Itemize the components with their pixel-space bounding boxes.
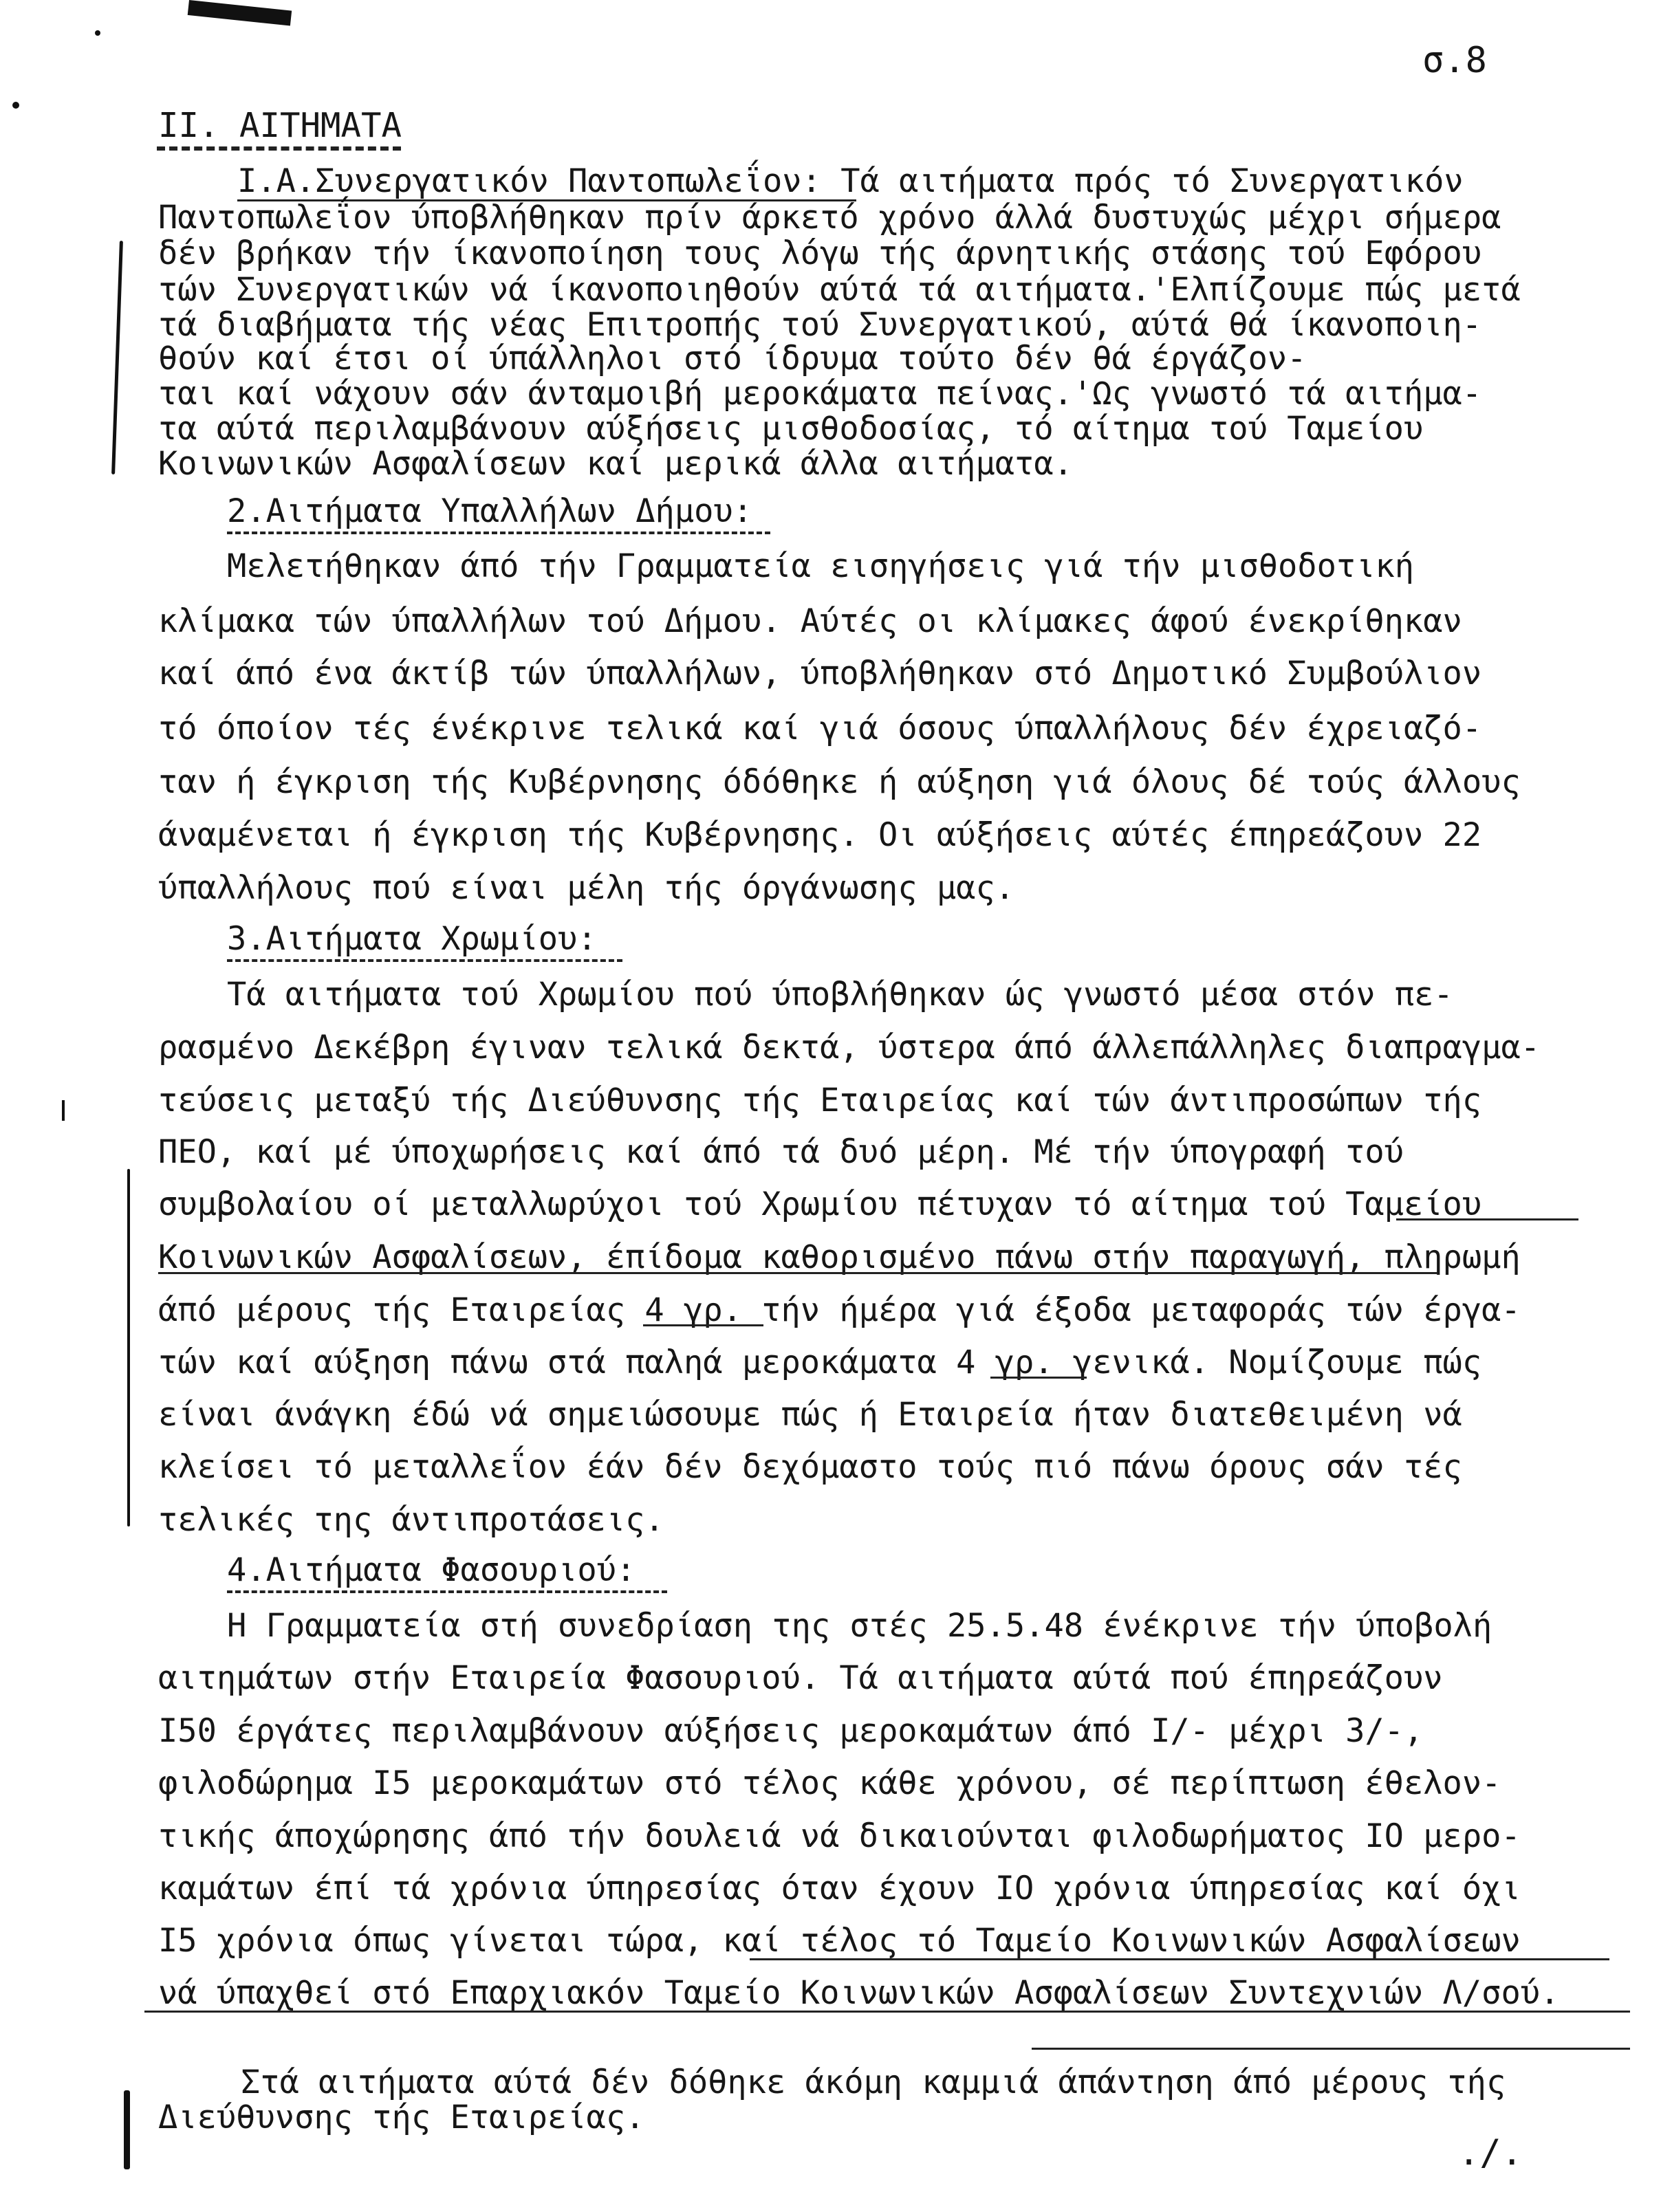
text-line: τό όποίον τές ένέκρινε τελικά καί γιά όσους ύπαλλήλους δέν έχρειαζό- xyxy=(158,710,1482,747)
text-line: Κοινωνικών Ασφαλίσεων καί μερικά άλλα αιτήματα. xyxy=(158,445,1073,483)
text-line: κλείσει τό μεταλλεΐον έάν δέν δεχόμαστο τούς πιό πάνω όρους σάν τές xyxy=(158,1448,1462,1486)
text-line: ρασμένο Δεκέβρη έγιναν τελικά δεκτά, ύστερα άπό άλλεπάλληλες διαπραγμα- xyxy=(158,1029,1541,1066)
margin-bracket-line xyxy=(111,241,123,474)
text-line: νά ύπαχθεί στό Επαρχιακόν Ταμείο Κοινωνικών Ασφαλίσεων Συντεχνιών Λ/σού. xyxy=(158,1974,1560,2012)
scan-dot xyxy=(95,30,100,36)
text-line: Κοινωνικών Ασφαλίσεων, έπίδομα καθορισμένο πάνω στήν παραγωγή, πληρωμή xyxy=(158,1238,1521,1276)
text-line: τών καί αύξηση πάνω στά παληά μεροκάματα 4 γρ. γενικά. Νομίζουμε πώς xyxy=(158,1344,1482,1381)
handwritten-underline xyxy=(643,1324,763,1326)
scan-artifact-top xyxy=(188,0,292,26)
title-underline xyxy=(157,146,401,151)
section-4-heading: 4.Αιτήματα Φασουριού: xyxy=(227,1551,636,1589)
text-line: ΠΕΟ, καί μέ ύποχωρήσεις καί άπό τά δυό μέρη. Μέ τήν ύπογραφή τού xyxy=(158,1133,1404,1171)
section-3-heading-underline xyxy=(227,959,622,962)
handwritten-underline xyxy=(1032,2048,1630,2050)
text-line: I50 έργάτες περιλαμβάνουν αύξήσεις μεροκαμάτων άπό I/- μέχρι 3/-, xyxy=(158,1712,1424,1750)
closing-line: Στά αιτήματα αύτά δέν δόθηκε άκόμη καμμιά άπάντηση άπό μέρους τής xyxy=(241,2063,1506,2101)
text-line: φιλοδώρημα I5 μεροκαμάτων στό τέλος κάθε χρόνου, σέ περίπτωση έθελον- xyxy=(158,1764,1501,1802)
text-line: τα αύτά περιλαμβάνουν αύξήσεις μισθοδοσίας, τό αίτημα τού Ταμείου xyxy=(158,410,1424,448)
text-line: θούν καί έτσι οί ύπάλληλοι στό ίδρυμα τούτο δέν θά έργάζον- xyxy=(158,340,1307,377)
section-2-heading-underline xyxy=(227,532,770,534)
handwritten-underline xyxy=(158,1272,1437,1274)
handwritten-underline xyxy=(750,1958,1609,1960)
text-line: τεύσεις μεταξύ τής Διεύθυνσης τής Εταιρείας καί τών άντιπροσώπων τής xyxy=(158,1082,1482,1119)
scan-dot xyxy=(12,102,19,109)
section-1-heading: I.Α.Συνεργατικόν Παντοπωλεΐον: Τά αιτήματα πρός τό Συνεργατικόν xyxy=(237,162,1464,200)
handwritten-underline xyxy=(1396,1218,1578,1220)
text-line: καμάτων έπί τά χρόνια ύπηρεσίας όταν έχουν IO χρόνια ύπηρεσίας καί όχι xyxy=(158,1870,1521,1907)
text-line: Μελετήθηκαν άπό τήν Γραμματεία εισηγήσεις γιά τήν μισθοδοτική xyxy=(227,547,1415,585)
text-line: I5 χρόνια όπως γίνεται τώρα, καί τέλος τό Ταμείο Κοινωνικών Ασφαλίσεων xyxy=(158,1922,1521,1960)
margin-tick xyxy=(62,1100,65,1121)
text-line: κλίμακα τών ύπαλλήλων τού Δήμου. Αύτές οι κλίμακες άφού ένεκρίθηκαν xyxy=(158,602,1462,640)
text-line: τά διαβήματα τής νέας Επιτροπής τού Συνεργατικού, αύτά θά ίκανοποιη- xyxy=(158,306,1482,344)
text-line: τικής άποχώρησης άπό τήν δουλειά νά δικαιούνται φιλοδωρήματος IO μερο- xyxy=(158,1817,1521,1855)
section-title: II. ΑΙΤΗΜΑΤΑ xyxy=(158,106,402,145)
margin-bracket-line xyxy=(124,2090,130,2169)
text-line: άπό μέρους τής Εταιρείας 4 γρ. τήν ήμέρα γιά έξοδα μεταφοράς τών έργα- xyxy=(158,1291,1521,1329)
end-mark: ./. xyxy=(1458,2132,1523,2173)
text-line: άναμένεται ή έγκριση τής Κυβέρνησης. Οι αύξήσεις αύτές έπηρεάζουν 22 xyxy=(158,816,1482,854)
margin-bracket-line xyxy=(127,1169,130,1526)
closing-line: Διεύθυνσης τής Εταιρείας. xyxy=(158,2099,645,2136)
text-line: συμβολαίου οί μεταλλωρύχοι τού Χρωμίου πέτυχαν τό αίτημα τού Ταμείου xyxy=(158,1185,1482,1223)
text-line: ται καί νάχουν σάν άνταμοιβή μεροκάματα πείνας.'Ως γνωστό τά αιτήμα- xyxy=(158,375,1482,413)
text-line: δέν βρήκαν τήν ίκανοποίηση τους λόγω τής άρνητικής στάσης τού Εφόρου xyxy=(158,234,1482,272)
handwritten-underline xyxy=(990,1377,1087,1379)
section-4-heading-underline xyxy=(227,1590,667,1593)
text-line: ύπαλλήλους πού είναι μέλη τής όργάνωσης μας. xyxy=(158,869,1015,907)
text-line: αιτημάτων στήν Εταιρεία Φασουριού. Τά αιτήματα αύτά πού έπηρεάζουν xyxy=(158,1659,1443,1697)
text-line: Τά αιτήματα τού Χρωμίου πού ύποβλήθηκαν ώς γνωστό μέσα στόν πε- xyxy=(227,976,1453,1014)
handwritten-underline xyxy=(144,2011,1630,2013)
section-2-heading: 2.Αιτήματα Υπαλλήλων Δήμου: xyxy=(227,492,753,530)
text-line: καί άπό ένα άκτίβ τών ύπαλλήλων, ύποβλήθηκαν στό Δημοτικό Συμβούλιον xyxy=(158,655,1482,692)
text-line: είναι άνάγκη έδώ νά σημειώσουμε πώς ή Εταιρεία ήταν διατεθειμένη νά xyxy=(158,1396,1462,1434)
text-line: τελικές της άντιπροτάσεις. xyxy=(158,1501,664,1539)
text-line: τών Συνεργατικών νά ίκανοποιηθούν αύτά τά αιτήματα.'Ελπίζουμε πώς μετά xyxy=(158,271,1521,309)
text-line: Η Γραμματεία στή συνεδρίαση της στές 25.5.48 ένέκρινε τήν ύποβολή xyxy=(227,1607,1492,1645)
text-line: Παντοπωλεΐον ύποβλήθηκαν πρίν άρκετό χρόνο άλλά δυστυχώς μέχρι σήμερα xyxy=(158,199,1501,237)
section-3-heading: 3.Αιτήματα Χρωμίου: xyxy=(227,920,597,958)
text-line: ταν ή έγκριση τής Κυβέρνησης όδόθηκε ή αύξηση γιά όλους δέ τούς άλλους xyxy=(158,763,1521,801)
page-number: σ.8 xyxy=(1422,40,1487,81)
